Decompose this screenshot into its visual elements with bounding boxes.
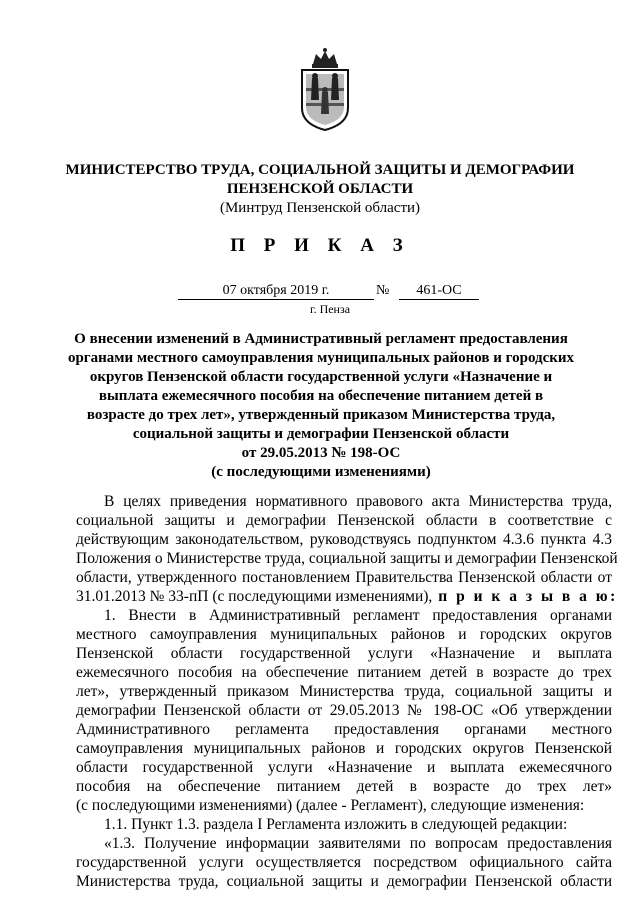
title-line: выплата ежемесячного пособия на обеспечение питанием детей в (98, 388, 544, 404)
body-line-text: 31.01.2013 № 33-пП (с последующими изменениями), (76, 588, 433, 605)
title-line: (с последующими изменениями) (211, 464, 431, 480)
body-line: области, утвержденного постановлением Правительства Пензенской области от (76, 569, 612, 586)
body-line: самоуправления муниципальных районов и городских округов Пензенской (76, 740, 612, 757)
document-date: 07 октября 2019 г. (178, 282, 374, 300)
body-line: Административного регламента предоставления органами местного (76, 721, 612, 738)
body-line: Министерства труда, социальной защиты и демографии Пензенской области (76, 873, 612, 890)
title-line: возрасте до трех лет», утвержденный приказом Министерства труда, (86, 407, 556, 423)
title-line: органами местного самоуправления муниципальных районов и городских (67, 350, 575, 366)
document-city: г. Пенза (310, 302, 351, 316)
body-line: «1.3. Получение информации заявителями по вопросам предоставления (104, 835, 612, 852)
title-line: от 29.05.2013 № 198-ОС (241, 445, 401, 461)
body-line: 1. Внести в Административный регламент предоставления органами (104, 607, 612, 624)
body-line: (с последующими изменениями) (далее - Регламент), следующие изменения: (76, 797, 585, 814)
body-line: лет», утвержденный приказом Министерства труда, социальной защиты и (76, 683, 612, 700)
title-line: О внесении изменений в Административный регламент предоставления (74, 331, 568, 347)
ministry-name-line-1: МИНИСТЕРСТВО ТРУДА, СОЦИАЛЬНОЙ ЗАЩИТЫ И ДЕМОГРАФИИ (65, 162, 575, 178)
title-line: социальной защиты и демографии Пензенской области (132, 426, 510, 442)
body-line: действующим законодательством, руководствуясь подпунктом 4.3.6 пункта 4.3 (76, 531, 612, 548)
number-sign: № (376, 283, 390, 298)
body-line: пособия на обеспечение питанием детей в возрасте до трех лет» (76, 778, 612, 795)
body-line-with-order (76, 587, 618, 606)
title-line: округов Пензенской области государственной услуги «Назначение и (89, 369, 553, 385)
ministry-short-name: (Минтруд Пензенской области) (219, 200, 421, 216)
document-type-heading: П Р И К А З (230, 235, 410, 256)
body-line: Положения о Министерстве труда, социальной защиты и демографии Пензенской (76, 550, 618, 567)
body-line: ежемесячного пособия на обеспечение питанием детей в возрасте до трех (76, 664, 612, 681)
body-line: Пензенской области государственной услуги «Назначение и выплата (76, 645, 612, 662)
body-line: социальной защиты и демографии Пензенской области в соответствие с (76, 512, 612, 529)
document-number: 461-ОС (399, 282, 479, 300)
body-line: местного самоуправления муниципальных районов и городских округов (76, 626, 612, 643)
ministry-name-line-2: ПЕНЗЕНСКОЙ ОБЛАСТИ (226, 181, 414, 197)
order-word: п р и к а з ы в а ю: (438, 588, 618, 605)
body-line: государственной услуги осуществляется посредством официального сайта (76, 854, 612, 871)
body-line: 1.1. Пункт 1.3. раздела I Регламента изложить в следующей редакции: (104, 816, 568, 833)
coat-of-arms-emblem (296, 48, 354, 132)
body-line: демографии Пензенской области от 29.05.2013 № 198-ОС «Об утверждении (76, 702, 612, 719)
body-line: области государственной услуги «Назначение и выплата ежемесячного (76, 759, 612, 776)
body-line: В целях приведения нормативного правового акта Министерства труда, (104, 493, 612, 510)
